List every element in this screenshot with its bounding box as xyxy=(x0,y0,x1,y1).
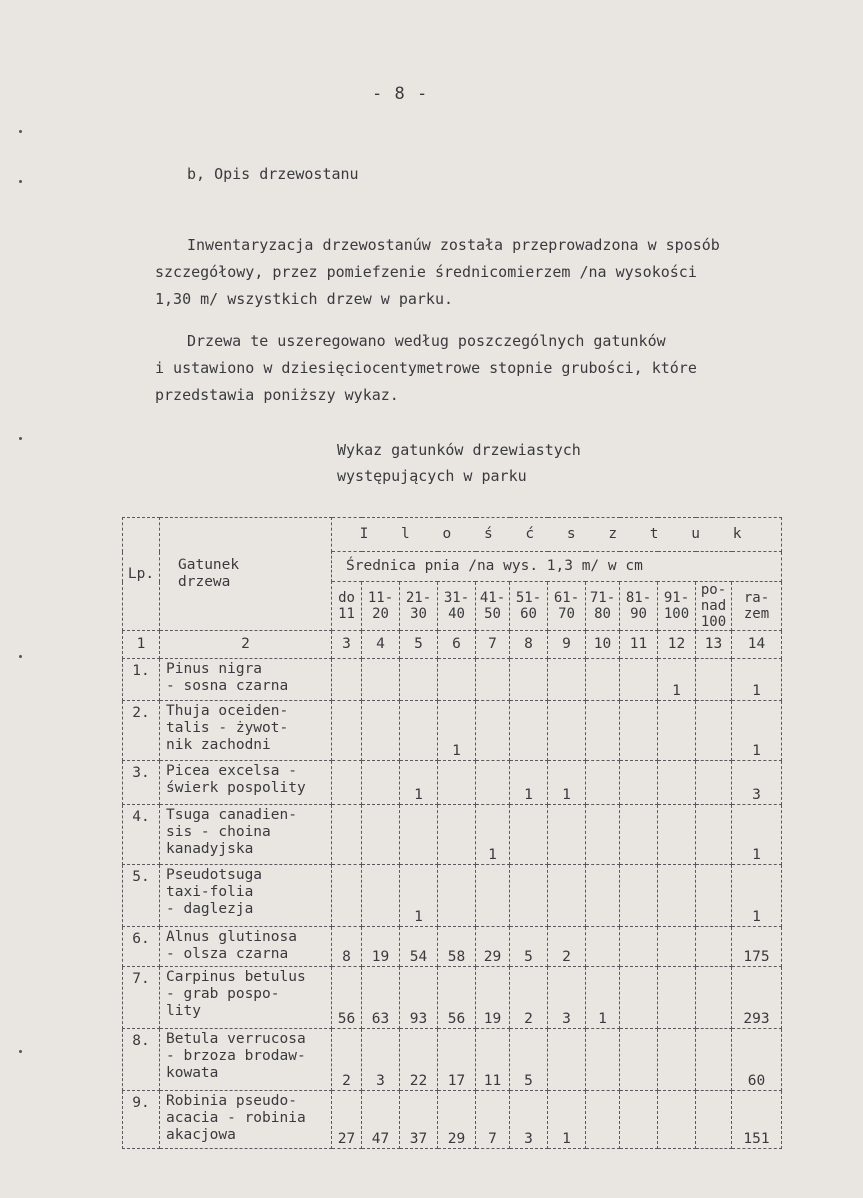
column-number: 12 xyxy=(658,631,696,659)
count-cell xyxy=(586,701,620,761)
count-cell xyxy=(658,967,696,1029)
count-cell xyxy=(476,865,510,927)
count-cell xyxy=(438,805,476,865)
count-cell xyxy=(586,659,620,701)
count-cell xyxy=(332,805,362,865)
count-cell xyxy=(510,805,548,865)
count-cell: 56 xyxy=(332,967,362,1029)
species-name: Pseudotsuga taxi-folia - daglezja xyxy=(160,865,332,927)
count-cell: 2 xyxy=(332,1029,362,1091)
count-cell: 58 xyxy=(438,927,476,967)
punch-mark xyxy=(19,180,22,183)
count-cell xyxy=(476,659,510,701)
count-cell xyxy=(658,1091,696,1149)
paragraph-line: Drzewa te uszeregowano według poszczególnych gatunków xyxy=(187,332,666,350)
punch-mark xyxy=(19,130,22,133)
range-header: 51- 60 xyxy=(510,582,548,631)
column-number: 3 xyxy=(332,631,362,659)
species-name: Pinus nigra - sosna czarna xyxy=(160,659,332,701)
count-cell xyxy=(332,865,362,927)
range-header: 61- 70 xyxy=(548,582,586,631)
count-cell: 5 xyxy=(510,927,548,967)
count-cell: 56 xyxy=(438,967,476,1029)
range-header: po- nad 100 xyxy=(696,582,732,631)
count-cell xyxy=(586,805,620,865)
count-cell: 93 xyxy=(400,967,438,1029)
count-cell: 1 xyxy=(548,1091,586,1149)
count-cell xyxy=(510,701,548,761)
count-cell: 5 xyxy=(510,1029,548,1091)
count-cell xyxy=(362,659,400,701)
section-heading: b, Opis drzewostanu xyxy=(187,165,359,183)
count-cell xyxy=(620,865,658,927)
range-header: 81- 90 xyxy=(620,582,658,631)
count-cell xyxy=(438,659,476,701)
row-number: 9. xyxy=(123,1091,160,1149)
count-cell xyxy=(658,761,696,805)
count-header: I l o ś ć s z t u k xyxy=(332,518,782,552)
count-cell xyxy=(658,805,696,865)
count-cell xyxy=(696,761,732,805)
count-cell: 3 xyxy=(362,1029,400,1091)
count-cell xyxy=(658,865,696,927)
count-cell: 19 xyxy=(362,927,400,967)
count-cell xyxy=(332,761,362,805)
count-cell xyxy=(332,659,362,701)
count-cell xyxy=(696,927,732,967)
row-number: 8. xyxy=(123,1029,160,1091)
count-cell: 1 xyxy=(548,761,586,805)
count-cell xyxy=(658,1029,696,1091)
count-cell: 7 xyxy=(476,1091,510,1149)
count-cell xyxy=(362,805,400,865)
count-cell xyxy=(620,701,658,761)
count-cell xyxy=(548,659,586,701)
range-header: do 11 xyxy=(332,582,362,631)
count-cell xyxy=(586,1029,620,1091)
count-cell: 63 xyxy=(362,967,400,1029)
column-number: 1 xyxy=(123,631,160,659)
species-name: Picea excelsa - świerk pospolity xyxy=(160,761,332,805)
count-cell xyxy=(476,701,510,761)
column-number: 5 xyxy=(400,631,438,659)
lp-header: Lp. xyxy=(123,518,160,631)
count-cell: 27 xyxy=(332,1091,362,1149)
row-total: 1 xyxy=(732,659,782,701)
range-header: 91- 100 xyxy=(658,582,696,631)
column-number: 14 xyxy=(732,631,782,659)
count-cell: 2 xyxy=(548,927,586,967)
count-cell xyxy=(548,1029,586,1091)
count-cell: 1 xyxy=(658,659,696,701)
count-cell xyxy=(658,927,696,967)
count-cell xyxy=(362,865,400,927)
count-cell xyxy=(586,865,620,927)
count-cell xyxy=(548,701,586,761)
table-row xyxy=(123,761,782,805)
row-total: 60 xyxy=(732,1029,782,1091)
row-number: 4. xyxy=(123,805,160,865)
table-row xyxy=(123,865,782,927)
count-cell: 1 xyxy=(438,701,476,761)
table-row xyxy=(123,967,782,1029)
count-cell: 22 xyxy=(400,1029,438,1091)
paragraph-line: 1,30 m/ wszystkich drzew w parku. xyxy=(155,290,454,308)
table-row xyxy=(123,1029,782,1091)
species-name: Tsuga canadien- sis - choina kanadyjska xyxy=(160,805,332,865)
count-cell xyxy=(696,967,732,1029)
count-cell xyxy=(548,805,586,865)
range-header: 41- 50 xyxy=(476,582,510,631)
punch-mark xyxy=(19,1050,22,1053)
count-cell: 1 xyxy=(586,967,620,1029)
row-number: 3. xyxy=(123,761,160,805)
count-cell xyxy=(586,927,620,967)
row-total: 3 xyxy=(732,761,782,805)
table-caption: Wykaz gatunków drzewiastych xyxy=(337,441,581,459)
column-number: 2 xyxy=(160,631,332,659)
count-cell: 29 xyxy=(438,1091,476,1149)
range-header: ra- zem xyxy=(732,582,782,631)
count-cell xyxy=(620,805,658,865)
table-row xyxy=(123,659,782,701)
species-name: Robinia pseudo- acacia - robinia akacjowa xyxy=(160,1091,332,1149)
count-cell: 1 xyxy=(400,865,438,927)
paragraph-line: i ustawiono w dziesięciocentymetrowe stopnie grubości, które xyxy=(155,359,697,377)
count-cell xyxy=(400,701,438,761)
count-cell: 29 xyxy=(476,927,510,967)
count-cell: 2 xyxy=(510,967,548,1029)
table-row xyxy=(123,701,782,761)
paragraph-line: Inwentaryzacja drzewostanúw została przeprowadzona w sposób xyxy=(187,236,720,254)
count-cell xyxy=(332,701,362,761)
column-number: 4 xyxy=(362,631,400,659)
count-cell xyxy=(438,761,476,805)
range-header: 21- 30 xyxy=(400,582,438,631)
count-cell xyxy=(620,1029,658,1091)
punch-mark xyxy=(19,655,22,658)
count-cell xyxy=(548,865,586,927)
row-total: 293 xyxy=(732,967,782,1029)
count-cell xyxy=(586,1091,620,1149)
count-cell xyxy=(696,805,732,865)
table-row xyxy=(123,927,782,967)
count-cell: 19 xyxy=(476,967,510,1029)
row-total: 1 xyxy=(732,865,782,927)
column-number: 7 xyxy=(476,631,510,659)
row-number: 6. xyxy=(123,927,160,967)
count-cell xyxy=(620,659,658,701)
row-number: 2. xyxy=(123,701,160,761)
range-header: 31- 40 xyxy=(438,582,476,631)
paragraph-line: szczegółowy, przez pomiefzenie średnicomierzem /na wysokości xyxy=(155,263,697,281)
species-name: Betula verrucosa - brzoza brodaw- kowata xyxy=(160,1029,332,1091)
row-number: 1. xyxy=(123,659,160,701)
range-header: 71- 80 xyxy=(586,582,620,631)
count-cell: 1 xyxy=(510,761,548,805)
row-total: 1 xyxy=(732,805,782,865)
count-cell: 11 xyxy=(476,1029,510,1091)
column-number: 6 xyxy=(438,631,476,659)
count-cell: 8 xyxy=(332,927,362,967)
count-cell xyxy=(438,865,476,927)
row-number: 5. xyxy=(123,865,160,927)
paragraph-line: przedstawia poniższy wykaz. xyxy=(155,386,399,404)
page-number: - 8 - xyxy=(372,84,429,104)
column-number: 10 xyxy=(586,631,620,659)
count-cell: 37 xyxy=(400,1091,438,1149)
count-cell: 3 xyxy=(510,1091,548,1149)
count-cell: 3 xyxy=(548,967,586,1029)
row-total: 151 xyxy=(732,1091,782,1149)
count-cell: 17 xyxy=(438,1029,476,1091)
count-cell xyxy=(696,701,732,761)
count-cell xyxy=(362,761,400,805)
count-cell xyxy=(696,1029,732,1091)
column-number: 13 xyxy=(696,631,732,659)
column-number: 11 xyxy=(620,631,658,659)
count-cell xyxy=(620,1091,658,1149)
count-cell xyxy=(696,659,732,701)
species-name: Carpinus betulus - grab pospo- lity xyxy=(160,967,332,1029)
row-total: 175 xyxy=(732,927,782,967)
range-header: 11- 20 xyxy=(362,582,400,631)
count-cell: 1 xyxy=(400,761,438,805)
species-name: Thuja oceiden- talis - żywot- nik zachodni xyxy=(160,701,332,761)
column-number: 8 xyxy=(510,631,548,659)
species-header: Gatunek drzewa xyxy=(160,518,332,631)
count-cell xyxy=(620,927,658,967)
count-cell: 54 xyxy=(400,927,438,967)
count-cell xyxy=(620,967,658,1029)
punch-mark xyxy=(19,437,22,440)
count-cell xyxy=(620,761,658,805)
species-table xyxy=(122,517,782,1149)
column-number: 9 xyxy=(548,631,586,659)
count-cell: 47 xyxy=(362,1091,400,1149)
table-row xyxy=(123,1091,782,1149)
count-cell xyxy=(400,805,438,865)
species-name: Alnus glutinosa - olsza czarna xyxy=(160,927,332,967)
diameter-header: Średnica pnia /na wys. 1,3 m/ w cm xyxy=(332,552,782,582)
count-cell xyxy=(476,761,510,805)
count-cell xyxy=(586,761,620,805)
table-caption: występujących w parku xyxy=(337,467,527,485)
count-cell: 1 xyxy=(476,805,510,865)
count-cell xyxy=(400,659,438,701)
count-cell xyxy=(510,659,548,701)
count-cell xyxy=(658,701,696,761)
row-number: 7. xyxy=(123,967,160,1029)
count-cell xyxy=(510,865,548,927)
count-cell xyxy=(696,1091,732,1149)
count-cell xyxy=(696,865,732,927)
row-total: 1 xyxy=(732,701,782,761)
table-row xyxy=(123,805,782,865)
count-cell xyxy=(362,701,400,761)
